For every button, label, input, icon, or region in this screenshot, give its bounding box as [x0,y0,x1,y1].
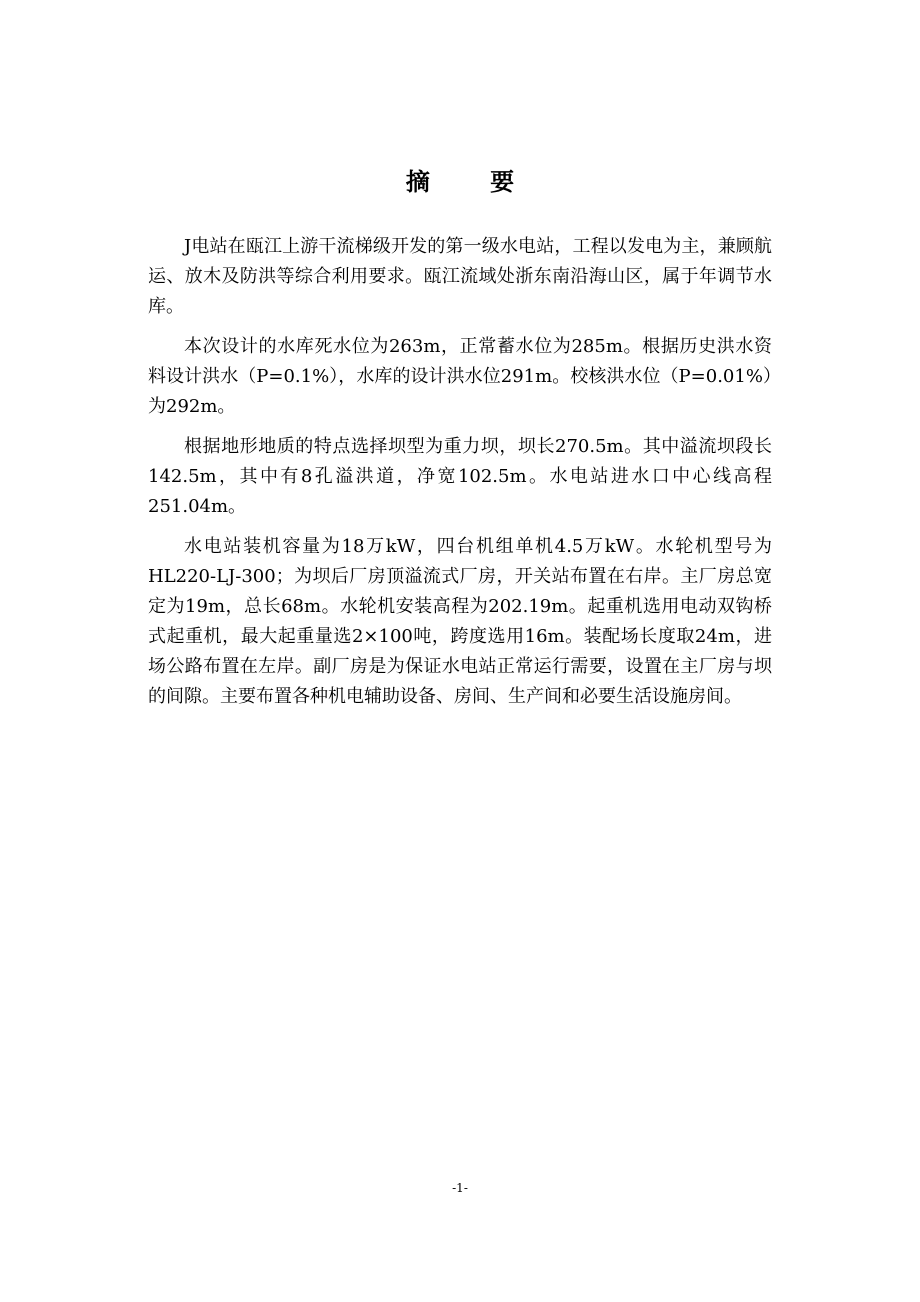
abstract-body [148,232,772,722]
abstract-title: 摘 要 [405,168,541,196]
paragraph-3: 根据地形地质的特点选择坝型为重力坝，坝长270.5m。其中溢流坝段长142.5m，其中有8孔溢洪道，净宽102.5m。水电站进水口中心线高程251.04m。 [148,436,772,517]
paragraph-1: J电站在瓯江上游干流梯级开发的第一级水电站，工程以发电为主，兼顾航运、放木及防洪等综合利用要求。瓯江流域处浙东南沿海山区，属于年调节水库。 [148,236,772,317]
paragraph-4: 水电站装机容量为18万kW，四台机组单机4.5万kW。水轮机型号为HL220-LJ-300；为坝后厂房顶溢流式厂房，开关站布置在右岸。主厂房总宽定为19m，总长68m。水轮机安装高程为202.19m。起重机选用电动双钩桥式起重机，最大起重量选2×100吨，跨度选用16m。装配场长度取24m，进场公路布置在左岸。副厂房是为保证水电站正常运行需要，设置在主厂房与坝的间隙。主要布置各种机电辅助设备、房间、生产间和必要生活设施房间。 [148,536,772,707]
page-number: -1- [452,1181,468,1195]
paragraph-2: 本次设计的水库死水位为263m，正常蓄水位为285m。根据历史洪水资料设计洪水（P=0.1%），水库的设计洪水位291m。校核洪水位（P=0.01%）为292m。 [148,336,772,417]
